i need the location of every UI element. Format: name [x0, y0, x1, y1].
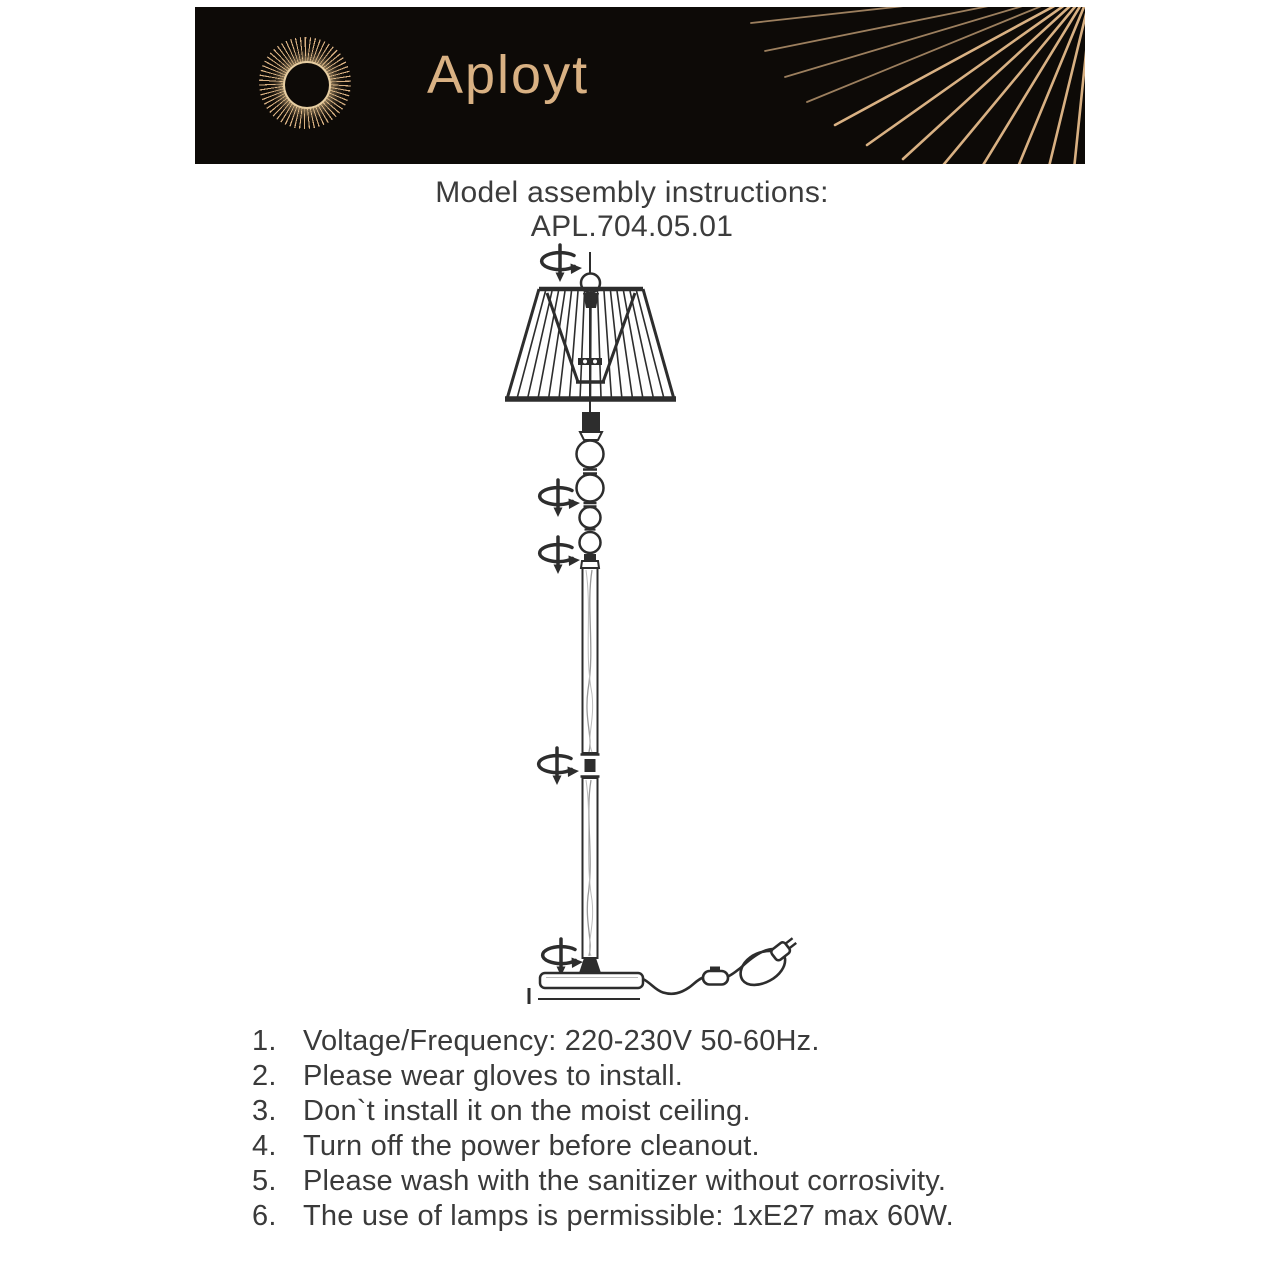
lamp-pole-lower	[583, 778, 598, 958]
lamp-diagram	[430, 240, 850, 1030]
page-title-block	[132, 176, 1132, 244]
instruction-text: Please wear gloves to install.	[303, 1060, 683, 1092]
lamp-pole-upper	[583, 568, 598, 753]
instruction-text: Turn off the power before cleanout.	[303, 1130, 760, 1162]
inline-switch-icon	[703, 967, 728, 985]
instruction-list	[252, 1024, 1082, 1234]
decorative-ball	[580, 532, 601, 553]
list-item	[252, 1094, 1082, 1129]
instruction-number: 3.	[252, 1095, 277, 1127]
instruction-number: 2.	[252, 1060, 277, 1092]
instruction-text: Don`t install it on the moist ceiling.	[303, 1095, 751, 1127]
instruction-number: 1.	[252, 1025, 277, 1057]
list-item	[252, 1059, 1082, 1094]
decorative-ball	[577, 475, 604, 502]
page-title: Model assembly instructions:	[435, 176, 829, 209]
instruction-text: Please wash with the sanitizer without corrosivity.	[303, 1165, 947, 1197]
instruction-number: 4.	[252, 1130, 277, 1162]
decorative-ball	[577, 441, 604, 468]
power-plug-icon	[770, 935, 798, 961]
brand-name: Aployt	[427, 45, 590, 105]
decorative-balls	[577, 441, 604, 569]
header-banner	[195, 7, 1085, 164]
instruction-number: 6.	[252, 1200, 277, 1232]
model-number: APL.704.05.01	[530, 210, 734, 243]
rotation-arrow-icon	[542, 245, 582, 282]
power-cord	[643, 978, 703, 994]
list-item	[252, 1129, 1082, 1164]
list-item	[252, 1199, 1082, 1234]
rotation-arrow-icon	[543, 939, 583, 976]
instruction-text: Voltage/Frequency: 220-230V 50-60Hz.	[303, 1025, 820, 1057]
pole-joint	[581, 755, 600, 777]
list-item	[252, 1164, 1082, 1199]
rotation-arrow-icon	[540, 537, 580, 574]
decorative-ball	[580, 507, 601, 528]
rotation-arrow-icon	[540, 480, 580, 517]
corner-rays-decoration	[195, 7, 1085, 164]
instruction-text: The use of lamps is permissible: 1xE27 max 60W.	[303, 1200, 954, 1232]
dimension-mark	[529, 988, 640, 1004]
rotation-arrow-icon	[539, 748, 579, 785]
list-item	[252, 1024, 1082, 1059]
instruction-number: 5.	[252, 1165, 277, 1197]
